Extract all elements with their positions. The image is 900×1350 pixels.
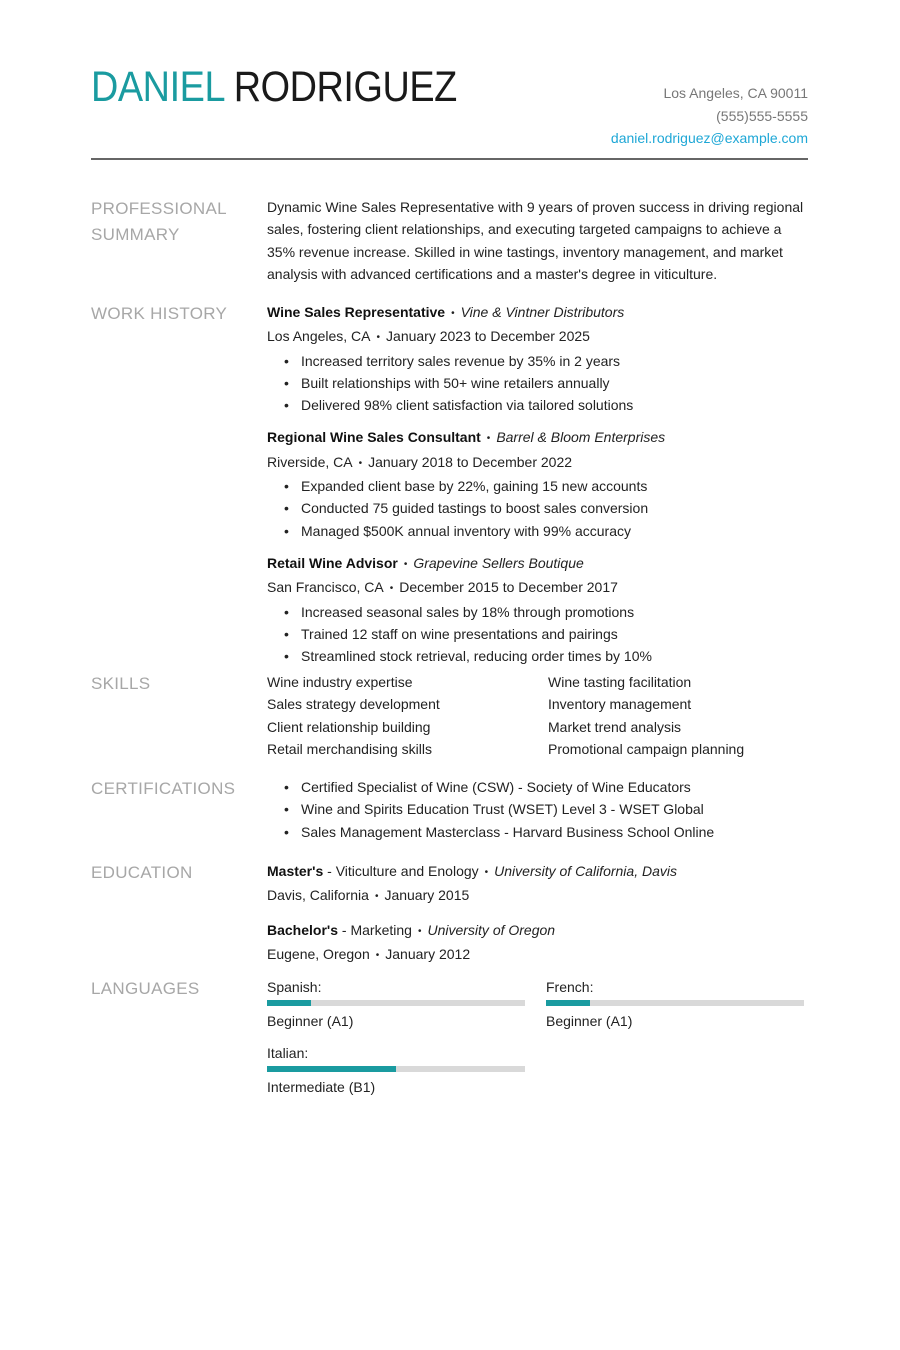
contact-location: Los Angeles, CA 90011 xyxy=(663,85,808,101)
school-location: Eugene, Oregon xyxy=(267,945,370,962)
last-name: RODRIGUEZ xyxy=(233,63,457,111)
language-level: Beginner (A1) xyxy=(267,1013,354,1029)
job-meta xyxy=(267,576,808,600)
skill-item: Inventory management xyxy=(548,696,692,713)
education-meta xyxy=(267,884,808,908)
education-entry xyxy=(267,860,808,909)
language-item xyxy=(546,976,806,1032)
contact-info xyxy=(611,82,808,150)
language-name: Spanish: xyxy=(267,979,322,995)
certifications-list xyxy=(267,776,808,843)
language-proficiency-fill xyxy=(546,1000,590,1006)
school-name: University of California, Davis xyxy=(494,863,677,879)
contact-phone: (555)555-5555 xyxy=(716,107,808,124)
language-proficiency-bar xyxy=(267,1000,525,1006)
language-item xyxy=(267,976,546,1032)
list-item: • Trained 12 staff on wine presentations and pairings xyxy=(267,623,808,645)
job-role: Regional Wine Sales Consultant xyxy=(267,429,481,446)
skill-item: Market trend analysis xyxy=(548,718,682,735)
education-entry xyxy=(267,919,808,968)
separator-dot: • xyxy=(358,457,363,469)
degree-field: - Viticulture and Enology xyxy=(323,863,479,879)
skill-item: Wine tasting facilitation xyxy=(548,674,692,690)
skills-column-right xyxy=(548,671,808,760)
section-title-work-history: WORK HISTORY xyxy=(91,304,228,323)
skills-list xyxy=(267,671,808,760)
education-heading xyxy=(267,860,808,884)
job-location: San Francisco, CA xyxy=(267,579,384,596)
list-item: • Expanded client base by 22%, gaining 15 new accounts xyxy=(267,475,808,497)
list-item: • Increased seasonal sales by 18% through promotions xyxy=(267,601,808,623)
list-item: • Built relationships with 50+ wine retailers annually xyxy=(267,372,808,394)
section-title-skills: SKILLS xyxy=(91,674,151,693)
job-role: Wine Sales Representative xyxy=(267,304,446,320)
list-item: • Conducted 75 guided tastings to boost sales conversion xyxy=(267,497,808,519)
job-dates: January 2018 to December 2022 xyxy=(368,453,573,470)
job-company: Vine & Vintner Distributors xyxy=(460,304,625,320)
job-meta xyxy=(267,325,808,349)
skills-column-left xyxy=(267,671,548,760)
language-proficiency-bar xyxy=(267,1066,525,1072)
job-bullets xyxy=(267,475,808,542)
separator-dot: • xyxy=(376,332,381,344)
language-name: French: xyxy=(546,979,594,995)
degree-field: - Marketing xyxy=(338,921,412,938)
school-name: University of Oregon xyxy=(427,921,556,938)
job-company: Grapevine Sellers Boutique xyxy=(413,554,584,571)
skill-item: Client relationship building xyxy=(267,718,431,735)
job-bullets xyxy=(267,601,808,668)
separator-dot: • xyxy=(374,891,379,903)
job-location: Los Angeles, CA xyxy=(267,328,371,345)
list-item: • Certified Specialist of Wine (CSW) - Society of Wine Educators xyxy=(267,776,808,798)
language-proficiency-bar xyxy=(546,1000,804,1006)
language-level: Beginner (A1) xyxy=(546,1013,633,1029)
job-role: Retail Wine Advisor xyxy=(267,554,398,571)
separator-dot: • xyxy=(484,867,489,878)
job-dates: December 2015 to December 2017 xyxy=(399,579,618,596)
section-title-line: SUMMARY xyxy=(91,225,180,244)
skill-item: Promotional campaign planning xyxy=(548,740,745,757)
certification-bullets xyxy=(267,776,808,843)
resume-header xyxy=(91,62,808,146)
graduation-date: January 2012 xyxy=(385,945,471,962)
separator-dot: • xyxy=(389,583,394,595)
separator-dot: • xyxy=(417,925,422,937)
first-name: DANIEL xyxy=(91,63,224,111)
header-divider xyxy=(91,158,808,160)
job-company: Barrel & Bloom Enterprises xyxy=(496,429,666,446)
skill-item: Sales strategy development xyxy=(267,696,440,713)
language-level: Intermediate (B1) xyxy=(267,1079,376,1095)
job-entry xyxy=(267,426,808,541)
skill-item: Wine industry expertise xyxy=(267,674,413,690)
list-item: • Increased territory sales revenue by 35% in 2 years xyxy=(267,350,808,372)
job-dates: January 2023 to December 2025 xyxy=(386,328,590,345)
education-heading xyxy=(267,919,808,943)
separator-dot: • xyxy=(451,308,455,319)
language-name: Italian: xyxy=(267,1045,309,1061)
list-item: • Delivered 98% client satisfaction via tailored solutions xyxy=(267,394,808,416)
section-title-line: PROFESSIONAL xyxy=(91,199,227,218)
summary-text: Dynamic Wine Sales Representative with 9 years of proven success in driving regional sales, fostering client relationships, and executing targeted campaigns to achieve a 35% revenue increase. Skilled in wine tastings, inventory management, and market analysis with advanced certifications and a master's degree in viticulture. xyxy=(267,199,804,282)
separator-dot: • xyxy=(375,949,380,961)
separator-dot: • xyxy=(486,433,491,445)
section-title-languages: LANGUAGES xyxy=(91,979,200,998)
job-location: Riverside, CA xyxy=(267,453,353,470)
list-item: • Sales Management Masterclass - Harvard Business School Online xyxy=(267,821,808,843)
list-item: • Streamlined stock retrieval, reducing order times by 10% xyxy=(267,645,808,667)
education-list xyxy=(267,860,808,977)
degree: Master's xyxy=(267,863,324,879)
skill-item: Retail merchandising skills xyxy=(267,740,432,757)
job-heading xyxy=(267,552,808,576)
degree: Bachelor's xyxy=(267,921,339,938)
section-title-education: EDUCATION xyxy=(91,863,193,882)
list-item: • Managed $500K annual inventory with 99% accuracy xyxy=(267,520,808,542)
separator-dot: • xyxy=(403,558,408,570)
job-entry xyxy=(267,552,808,667)
job-heading xyxy=(267,426,808,450)
work-history-list xyxy=(267,301,808,677)
language-proficiency-fill xyxy=(267,1066,396,1072)
school-location: Davis, California xyxy=(267,887,369,904)
section-title-summary xyxy=(91,196,241,248)
job-entry xyxy=(267,301,808,416)
contact-email[interactable]: daniel.rodriguez@example.com xyxy=(610,130,808,146)
list-item: • Wine and Spirits Education Trust (WSET) Level 3 - WSET Global xyxy=(267,798,808,820)
languages-list xyxy=(267,976,808,1098)
language-proficiency-fill xyxy=(267,1000,311,1006)
job-bullets xyxy=(267,350,808,417)
language-item xyxy=(267,1042,546,1098)
job-heading xyxy=(267,301,808,325)
education-meta xyxy=(267,943,808,967)
job-meta xyxy=(267,451,808,475)
section-title-certifications: CERTIFICATIONS xyxy=(91,779,236,798)
graduation-date: January 2015 xyxy=(384,887,470,904)
